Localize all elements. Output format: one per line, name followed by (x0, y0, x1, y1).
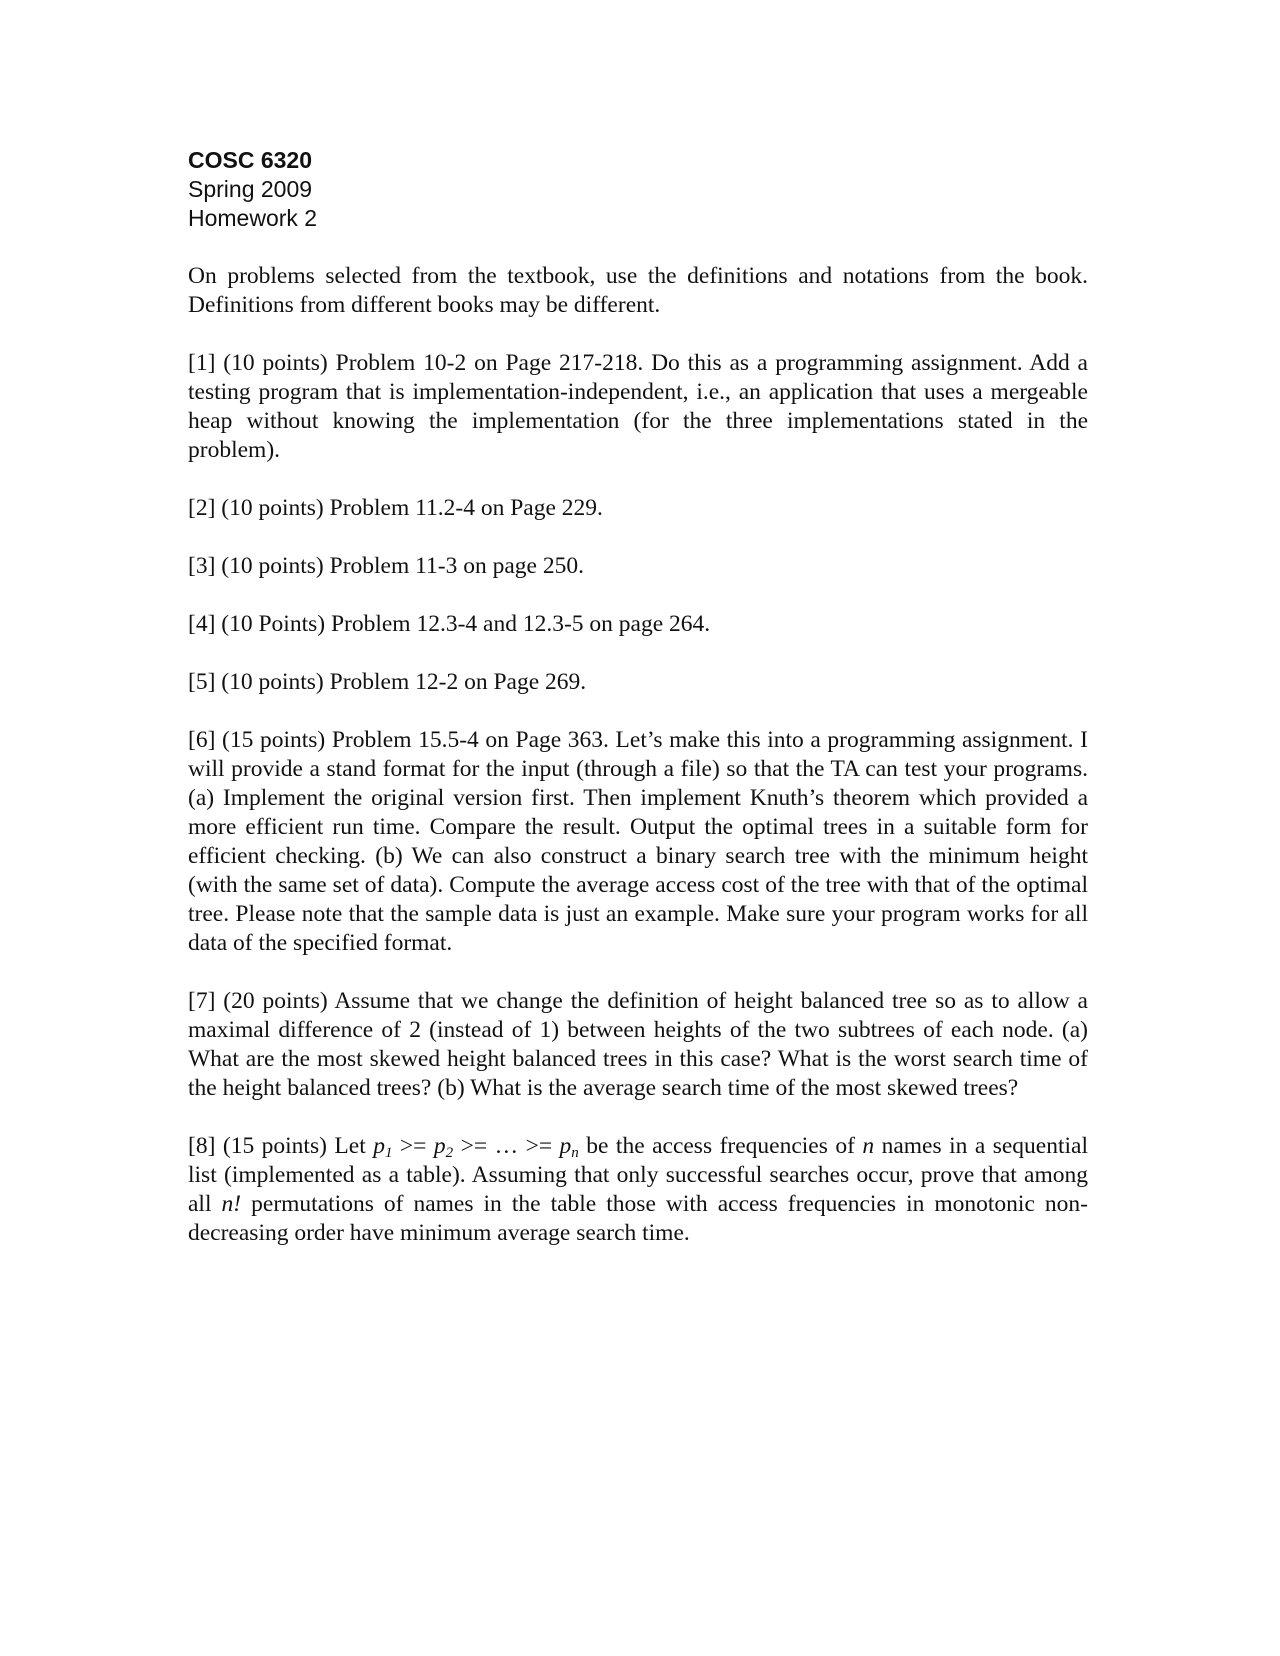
math-ge: >= (460, 1133, 488, 1159)
problem-7: [7] (20 points) Assume that we change the definition of height balanced tree so as to allow a maximal difference of 2 (instead of 1) between heights of the two subtrees of each node. (a) What are the most skewed height balanced trees in this case? What is the worst search time of the height balanced trees? (b) What is the average search time of the most skewed trees? (188, 988, 1088, 1101)
problem-8-middle: be the access frequencies of (586, 1133, 855, 1159)
problem-6: [6] (15 points) Problem 15.5-4 on Page 363. Let’s make this into a programming assignment. I will provide a stand format for the input (through a file) so that the TA can test your programs. (a) Implement the original version first. Then implement Knuth’s theorem which provided a more efficient run time. Compare the result. Output the optimal trees in a suitable form for efficient checking. (b) We can also construct a binary search tree with the minimum height (with the same set of data). Compute the average access cost of the tree with that of the optimal tree. Please note that the sample data is just an example. Make sure your program works for all data of the specified format. (188, 727, 1088, 956)
math-pn: $p_n$ (559, 1133, 579, 1161)
problem-1: [1] (10 points) Problem 10-2 on Page 217-218. Do this as a programming assignment. Add a testing program that is implementation-independent, i.e., an application that uses a mergeable heap without knowing the implementation (for the three implementations stated in the problem). (188, 350, 1088, 463)
problem-2: [2] (10 points) Problem 11.2-4 on Page 229. (188, 495, 603, 521)
course-code: COSC 6320 (188, 147, 313, 173)
document-page (188, 146, 1088, 1277)
math-n-factorial: n! (221, 1191, 242, 1217)
document-header (188, 146, 1088, 233)
math-p2: $p_2$ (433, 1133, 454, 1161)
problem-8 (188, 1132, 1088, 1248)
problem-8-suffix: permutations of names in the table those with access frequencies in monotonic non-decreasing order have minimum average search time. (188, 1191, 1088, 1246)
term: Spring 2009 (188, 176, 313, 202)
intro-paragraph: On problems selected from the textbook, use the definitions and notations from the book. Definitions from different books may be different. (188, 263, 1088, 318)
problem-8-middle2: names in a sequential list (implemented as a table). Assuming that only successful searches occur, prove that among all (188, 1133, 1089, 1217)
math-ge: >= (525, 1133, 553, 1159)
math-n: n (862, 1133, 875, 1159)
problem-4: [4] (10 Points) Problem 12.3-4 and 12.3-5 on page 264. (188, 611, 711, 637)
problem-8-prefix: [8] (15 points) Let (188, 1133, 366, 1159)
math-ge: >= (399, 1133, 427, 1159)
problem-3: [3] (10 points) Problem 11-3 on page 250. (188, 553, 584, 579)
assignment-title: Homework 2 (188, 205, 318, 231)
math-p1: $p_1$ (373, 1133, 393, 1161)
math-ellipsis: … (494, 1133, 519, 1159)
problem-5: [5] (10 points) Problem 12-2 on Page 269. (188, 669, 587, 695)
